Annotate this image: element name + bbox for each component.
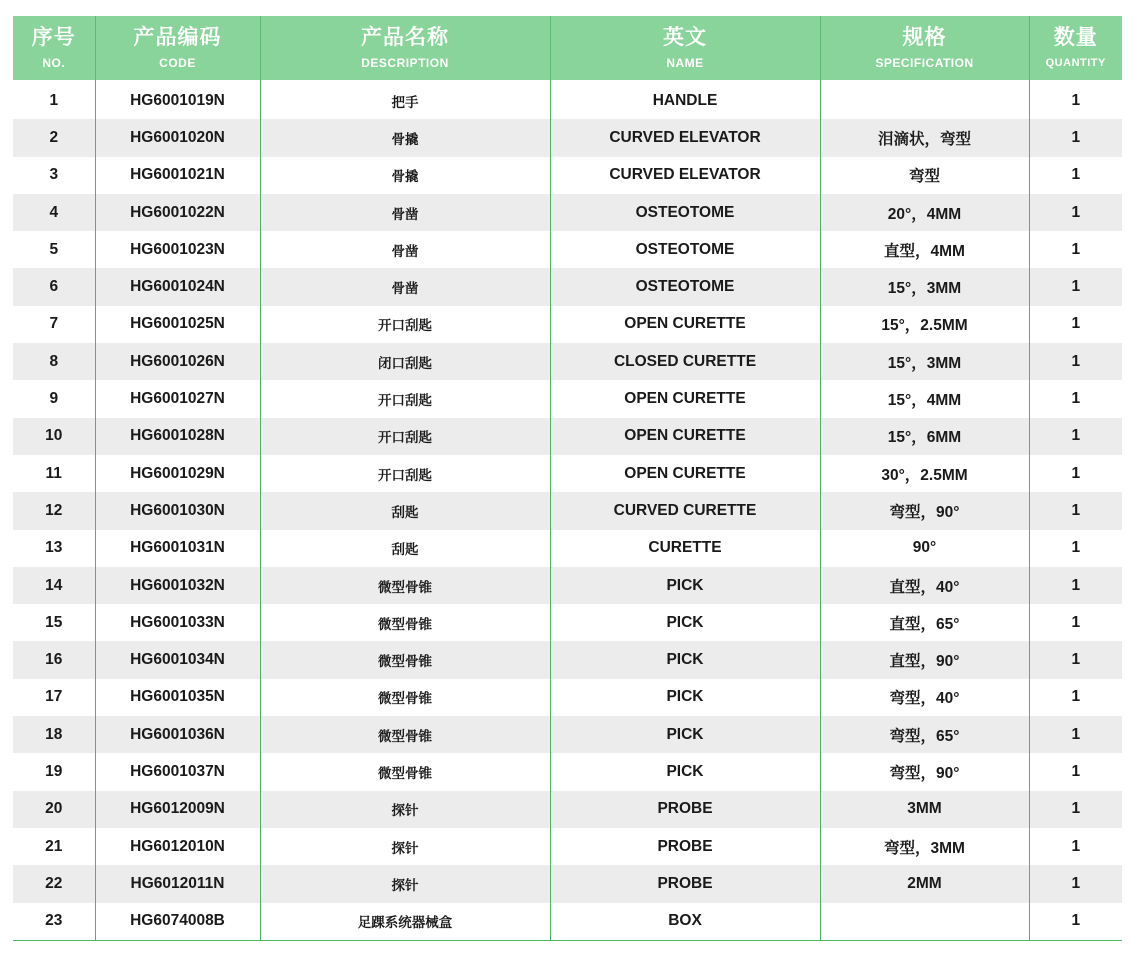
cell-quantity: 1 [1029,380,1122,417]
table-row [13,716,1122,753]
cell-code: HG6001024N [95,268,260,305]
cell-quantity: 1 [1029,641,1122,678]
cell-code: HG6074008B [95,903,260,941]
cell-description: 刮匙 [260,530,550,567]
table-row [13,455,1122,492]
cell-quantity: 1 [1029,604,1122,641]
table-row [13,753,1122,790]
table-row [13,194,1122,231]
cell-specification: 直型，4MM [820,231,1029,268]
cell-no: 18 [13,716,95,753]
table-row [13,119,1122,156]
table-header [13,16,1122,80]
cell-specification: 15°，6MM [820,418,1029,455]
cell-code: HG6001025N [95,306,260,343]
cell-no: 19 [45,762,63,780]
cell-no: 11 [45,464,62,482]
cell-name: CLOSED CURETTE [550,343,820,380]
cell-description: 开口刮匙 [260,380,550,417]
cell-quantity: 1 [1029,343,1122,380]
cell-name: HANDLE [550,80,820,119]
cell-name: OSTEOTOME [550,231,820,268]
table-row [13,157,1122,194]
cell-code: HG6001033N [95,604,260,641]
cell-no: 7 [49,315,59,333]
cell-specification: 15°，2.5MM [820,306,1029,343]
table-row [13,343,1122,380]
cell-description: 开口刮匙 [260,418,550,455]
cell-description: 开口刮匙 [260,306,550,343]
cell-specification: 弯型，65° [820,716,1029,753]
cell-code: HG6001027N [95,380,260,417]
cell-name: OPEN CURETTE [550,306,820,343]
cell-name: OPEN CURETTE [550,418,820,455]
cell-specification: 2MM [820,865,1029,902]
table-row [13,492,1122,529]
table-row [13,80,1122,119]
table-row [13,679,1122,716]
cell-specification [820,903,1029,941]
cell-code: HG6012011N [95,865,260,902]
cell-code: HG6001021N [95,157,260,194]
table-row [13,380,1122,417]
cell-no: 15 [45,613,63,631]
header-row [13,16,1122,80]
cell-code: HG6001035N [95,679,260,716]
cell-name: CURVED CURETTE [550,492,820,529]
cell-no: 8 [13,343,95,380]
cell-no: 3 [49,166,59,184]
cell-code: HG6001028N [95,418,260,455]
cell-name: OSTEOTOME [550,268,820,305]
cell-quantity: 1 [1029,119,1122,156]
cell-code: HG6001034N [95,641,260,678]
cell-specification: 15°，4MM [820,380,1029,417]
cell-no: 20 [13,791,95,828]
cell-specification: 弯型，90° [820,492,1029,529]
cell-quantity: 1 [1029,903,1122,941]
cell-no: 23 [13,903,95,941]
cell-no: 4 [13,194,95,231]
table-row [13,641,1122,678]
cell-quantity: 1 [1029,80,1122,119]
table-row [13,530,1122,567]
cell-specification: 3MM [820,791,1029,828]
cell-description: 足踝系统器械盒 [260,903,550,941]
table-row [13,268,1122,305]
cell-specification: 弯型 [820,157,1029,194]
cell-no: 12 [13,492,95,529]
cell-specification: 泪滴状，弯型 [820,119,1029,156]
cell-description: 探针 [260,828,550,865]
cell-code: HG6001019N [95,80,260,119]
header-code: 产品编码 CODE [95,16,260,80]
cell-name: CURVED ELEVATOR [550,119,820,156]
cell-name: PROBE [550,791,820,828]
cell-no: 13 [45,539,63,557]
cell-specification [820,80,1029,119]
cell-name: PICK [550,604,820,641]
cell-code: HG6001037N [95,753,260,790]
cell-quantity: 1 [1029,865,1122,902]
cell-no: 2 [13,119,95,156]
table-row [13,567,1122,604]
cell-description: 微型骨锥 [260,567,550,604]
cell-name: OPEN CURETTE [550,380,820,417]
cell-no: 21 [45,837,63,855]
cell-no: 6 [13,268,95,305]
cell-description: 开口刮匙 [260,455,550,492]
cell-quantity: 1 [1029,268,1122,305]
cell-specification: 弯型，90° [820,753,1029,790]
cell-description: 骨凿 [260,231,550,268]
cell-specification: 弯型，3MM [820,828,1029,865]
table-row [13,791,1122,828]
header-specification: 规格 SPECIFICATION [820,16,1029,80]
cell-no: 17 [45,688,63,706]
cell-code: HG6001022N [95,194,260,231]
cell-quantity: 1 [1029,567,1122,604]
product-table-container [13,16,1122,941]
cell-name: PICK [550,679,820,716]
cell-code: HG6001026N [95,343,260,380]
cell-code: HG6012009N [95,791,260,828]
cell-specification: 直型，90° [820,641,1029,678]
cell-code: HG6001029N [95,455,260,492]
table-row [13,865,1122,902]
table-row [13,306,1122,343]
cell-description: 刮匙 [260,492,550,529]
cell-name: PICK [550,753,820,790]
cell-quantity: 1 [1029,791,1122,828]
header-no: 序号 NO. [13,16,95,80]
cell-specification: 90° [820,530,1029,567]
cell-quantity: 1 [1029,492,1122,529]
table-body [13,80,1122,940]
cell-description: 微型骨锥 [260,716,550,753]
cell-no: 9 [49,390,59,408]
table-row [13,903,1122,941]
cell-specification: 直型，65° [820,604,1029,641]
cell-specification: 15°，3MM [820,343,1029,380]
cell-specification: 30°，2.5MM [820,455,1029,492]
cell-description: 闭口刮匙 [260,343,550,380]
header-quantity: 数量 QUANTITY [1029,16,1122,80]
cell-quantity: 1 [1029,716,1122,753]
cell-quantity: 1 [1029,828,1122,865]
cell-no: 14 [13,567,95,604]
cell-quantity: 1 [1029,679,1122,716]
cell-quantity: 1 [1029,157,1122,194]
cell-quantity: 1 [1029,194,1122,231]
cell-name: CURETTE [550,530,820,567]
cell-code: HG6001032N [95,567,260,604]
cell-description: 把手 [260,80,550,119]
cell-code: HG6001036N [95,716,260,753]
cell-code: HG6001030N [95,492,260,529]
cell-no: 16 [13,641,95,678]
table-row [13,828,1122,865]
cell-quantity: 1 [1029,455,1122,492]
cell-code: HG6001020N [95,119,260,156]
table-row [13,231,1122,268]
cell-code: HG6012010N [95,828,260,865]
cell-name: PICK [550,641,820,678]
cell-description: 微型骨锥 [260,641,550,678]
cell-description: 探针 [260,865,550,902]
header-description: 产品名称 DESCRIPTION [260,16,550,80]
cell-specification: 直型，40° [820,567,1029,604]
cell-description: 骨撬 [260,119,550,156]
cell-description: 骨凿 [260,268,550,305]
cell-quantity: 1 [1029,418,1122,455]
cell-quantity: 1 [1029,753,1122,790]
cell-quantity: 1 [1029,231,1122,268]
cell-code: HG6001031N [95,530,260,567]
cell-quantity: 1 [1029,306,1122,343]
cell-name: OPEN CURETTE [550,455,820,492]
cell-specification: 20°，4MM [820,194,1029,231]
cell-specification: 弯型，40° [820,679,1029,716]
header-name: 英文 NAME [550,16,820,80]
cell-code: HG6001023N [95,231,260,268]
cell-description: 骨凿 [260,194,550,231]
cell-no: 1 [49,91,59,109]
cell-name: OSTEOTOME [550,194,820,231]
cell-quantity: 1 [1029,530,1122,567]
cell-description: 骨撬 [260,157,550,194]
cell-name: PROBE [550,865,820,902]
cell-no: 10 [13,418,95,455]
cell-name: BOX [550,903,820,941]
cell-description: 探针 [260,791,550,828]
cell-description: 微型骨锥 [260,753,550,790]
cell-no: 22 [13,865,95,902]
cell-description: 微型骨锥 [260,604,550,641]
cell-name: PICK [550,567,820,604]
cell-name: CURVED ELEVATOR [550,157,820,194]
product-table [13,16,1122,941]
table-row [13,418,1122,455]
table-row [13,604,1122,641]
cell-specification: 15°，3MM [820,268,1029,305]
cell-no: 5 [49,240,59,258]
cell-description: 微型骨锥 [260,679,550,716]
cell-name: PICK [550,716,820,753]
cell-name: PROBE [550,828,820,865]
